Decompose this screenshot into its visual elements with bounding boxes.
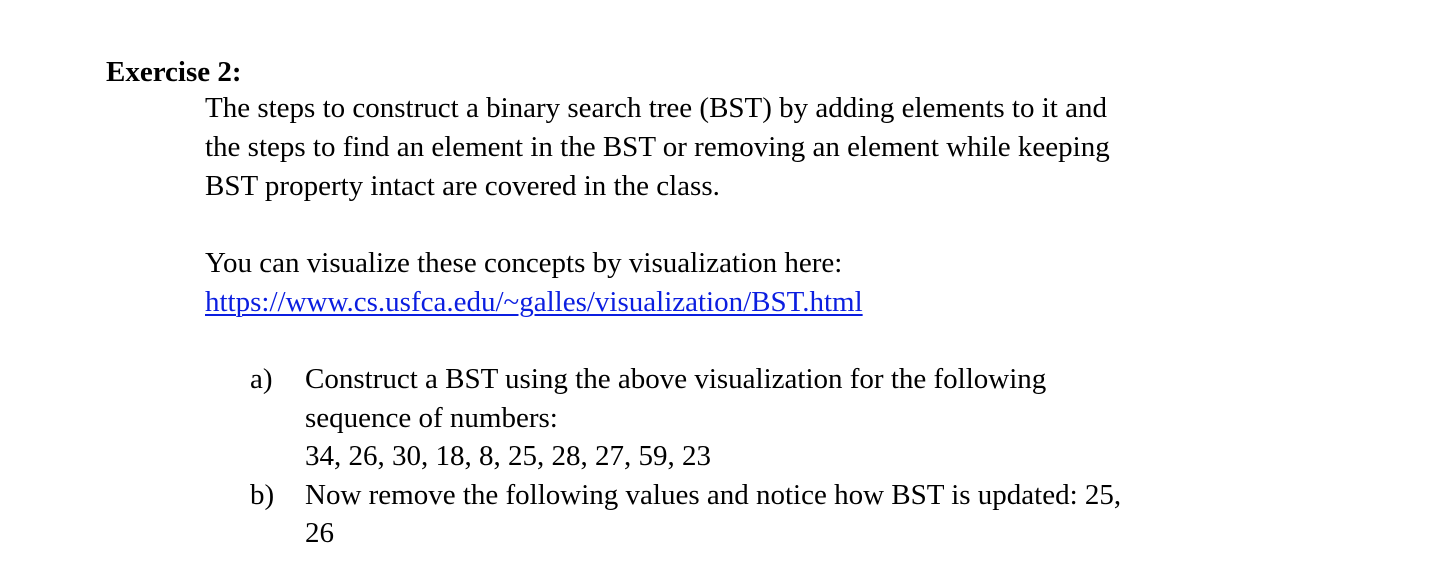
task-line: Construct a BST using the above visualization for the following [305, 363, 1047, 395]
intro-paragraph [205, 89, 1110, 206]
task-list [250, 360, 1121, 553]
intro-line: The steps to construct a binary search tree (BST) by adding elements to it and [205, 92, 1107, 124]
task-marker: b) [250, 478, 275, 511]
task-line: sequence of numbers: [305, 401, 558, 434]
task-item-b [250, 476, 1121, 553]
visualize-text: You can visualize these concepts by visualization here: [205, 247, 843, 279]
exercise-title: Exercise 2: [106, 56, 242, 88]
task-line: 26 [305, 517, 334, 549]
number-sequence: 34, 26, 30, 18, 8, 25, 28, 27, 59, 23 [305, 440, 711, 472]
visualization-paragraph [205, 244, 863, 322]
visualization-link[interactable]: https://www.cs.usfca.edu/~galles/visualization/BST.html [205, 286, 863, 318]
task-marker: a) [250, 363, 273, 395]
intro-line: the steps to find an element in the BST or removing an element while keeping [205, 131, 1110, 163]
task-line: Now remove the following values and notice how BST is updated: 25, [305, 478, 1122, 511]
intro-line: BST property intact are covered in the class. [205, 170, 720, 202]
task-item-a [250, 360, 1121, 476]
